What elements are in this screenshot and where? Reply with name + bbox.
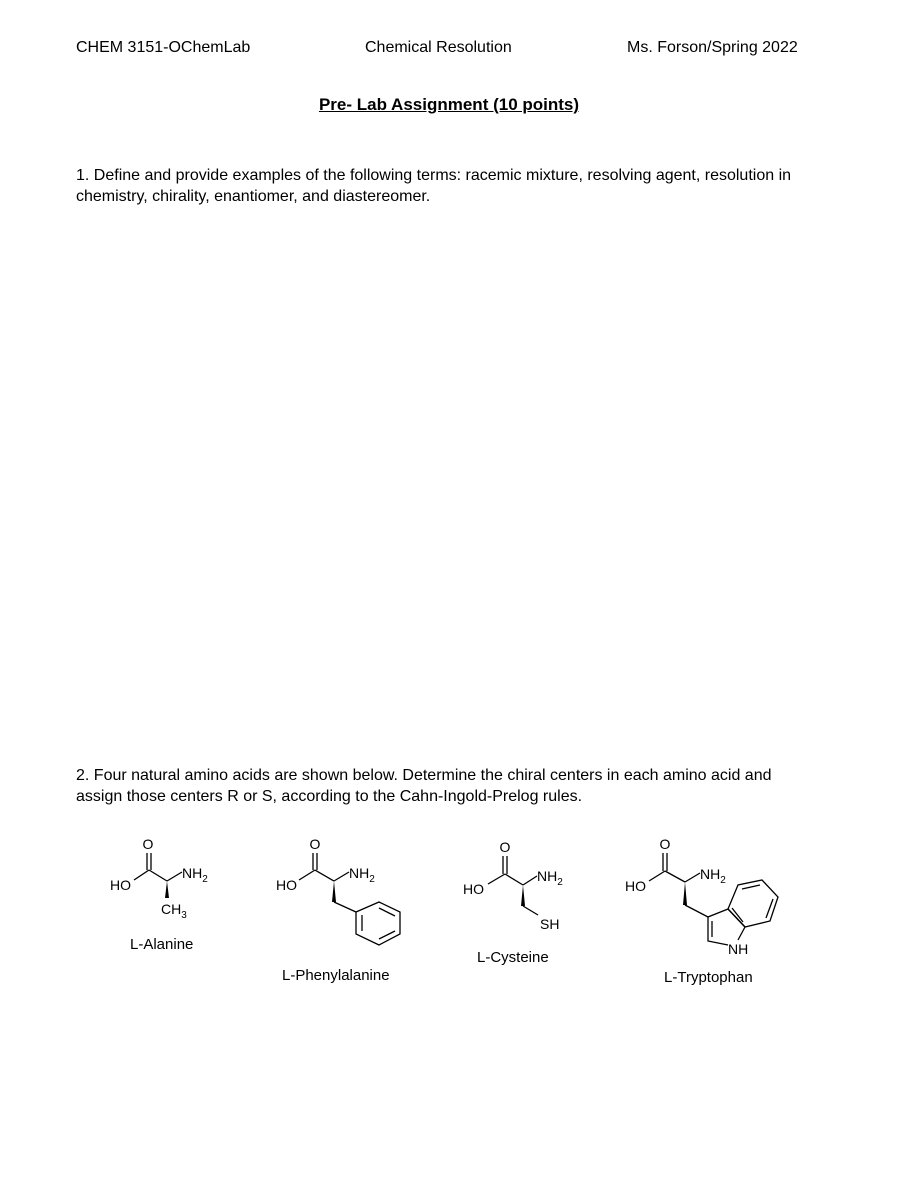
hydroxyl-label: HO <box>463 881 484 897</box>
header-instructor: Ms. Forson/Spring 2022 <box>627 39 798 56</box>
molecule-name: L-Tryptophan <box>664 969 753 986</box>
indole-nh-label: NH <box>728 941 749 957</box>
phenylalanine-structure <box>276 836 400 984</box>
header-course: CHEM 3151-OChemLab <box>76 39 251 56</box>
header-topic: Chemical Resolution <box>365 39 512 56</box>
question-2: 2. Four natural amino acids are shown below. Determine the chiral centers in each amino acid and assign those centers R or S, according to the Cahn-Ingold-Prelog rules. <box>76 767 772 805</box>
tryptophan-structure <box>625 836 778 986</box>
hydroxyl-label: HO <box>625 878 646 894</box>
oxygen-label: O <box>142 836 154 852</box>
page-title: Pre- Lab Assignment (10 points) <box>318 95 580 114</box>
amine-label: $NH_2$ <box>700 866 726 886</box>
amine-label: $NH_2$ <box>182 865 208 885</box>
question-1: 1. Define and provide examples of the following terms: racemic mixture, resolving agent, resolution in chemistry, chirality, enantiomer, and diastereomer. <box>76 167 792 205</box>
methyl-label: $CH_3$ <box>161 901 187 921</box>
molecule-name: L-Phenylalanine <box>282 967 390 984</box>
molecule-name: L-Cysteine <box>477 949 549 966</box>
oxygen-label: O <box>499 839 511 855</box>
cysteine-structure <box>463 839 563 966</box>
oxygen-label: O <box>659 836 671 852</box>
oxygen-label: O <box>309 836 321 852</box>
hydroxyl-label: HO <box>110 877 131 893</box>
thiol-label: SH <box>540 916 560 932</box>
molecule-name: L-Alanine <box>130 936 194 953</box>
amine-label: $NH_2$ <box>349 865 375 885</box>
alanine-structure <box>110 836 208 953</box>
hydroxyl-label: HO <box>276 877 297 893</box>
amine-label: $NH_2$ <box>537 868 563 888</box>
